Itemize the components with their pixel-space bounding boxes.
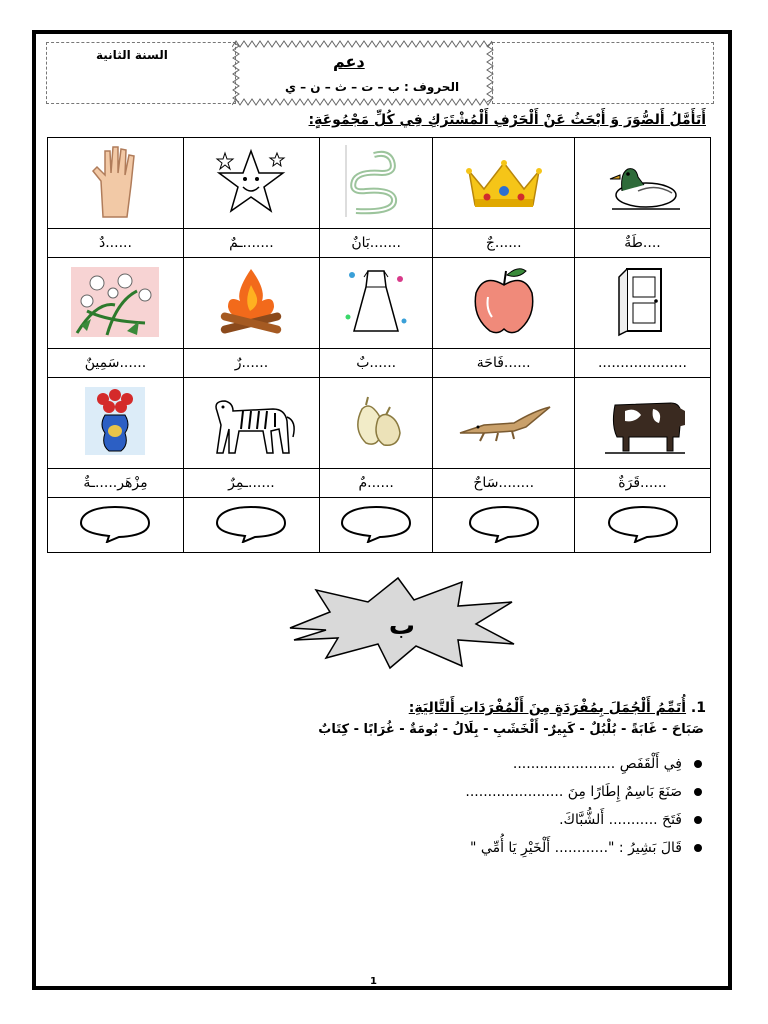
word-cell: ......فَاحَة [433, 349, 575, 378]
door-icon [603, 261, 683, 341]
answer-cell[interactable] [48, 498, 184, 553]
answer-cell[interactable] [183, 498, 319, 553]
header-empty-box [492, 42, 714, 104]
picture-cell [183, 378, 319, 469]
header-zigzag-top [232, 40, 494, 48]
word-cell: ......رٌ [183, 349, 319, 378]
word-cell: ......ـمِرٌ [183, 469, 319, 498]
cow-icon [595, 381, 691, 461]
picture-cell [319, 138, 433, 229]
answer-cell[interactable] [319, 498, 433, 553]
word-cell: ......قَرَةٌ [575, 469, 711, 498]
word-cell: مِزْهَر.....ـةٌ [48, 469, 184, 498]
header-zigzag-left [232, 42, 240, 104]
duck-icon [598, 141, 688, 221]
sentence-list [465, 750, 704, 862]
picture-grid [47, 137, 711, 553]
hand-icon [75, 141, 155, 221]
picture-cell [48, 258, 184, 349]
exercise-a-instruction: أَتَأَمَّلُ أَلصُّوَرَ وَ أَبْحَثُ عَنْ أَلْحَرْفِ أَلْمُشْتَرَكِ فِي كُلِّ مَجْمُوعَةٍ: [308, 112, 706, 128]
letters-label: الحروف : ب – ت – ث – ن – ي [284, 80, 460, 94]
garlic-icon [336, 381, 416, 461]
speech-bubble-icon [605, 503, 681, 543]
snake-icon [336, 141, 416, 221]
picture-cell [575, 258, 711, 349]
tiger-icon [203, 381, 299, 461]
word-cell: .......بَانٌ [319, 229, 433, 258]
page-number: 1 [370, 976, 377, 987]
exercise-b-instruction: أُتَمِّمُ أَلْجُمَلَ بِمُفْرَدَةٍ مِنَ أَلْمُفْرَدَاتِ أَلتَّالِيَةِ: [408, 700, 687, 716]
word-cell: ......بٌ [319, 349, 433, 378]
subject-title: دعم [333, 52, 365, 71]
word-cell: ......سَمِينٌ [48, 349, 184, 378]
header-zigzag-bottom [232, 98, 494, 106]
sentence-item: قَالَ بَشِيرُ : "............ أَلْخَيْرِ يَا أُمِّي " [465, 834, 704, 862]
apple-icon [464, 261, 544, 341]
crocodile-icon [454, 381, 554, 461]
picture-cell [433, 138, 575, 229]
picture-cell [183, 258, 319, 349]
exercise-b-number: 1. [690, 700, 706, 716]
star-icon [211, 141, 291, 221]
sentence-item: فَتَحَ ........... أَلشُّبَّاكَ. [465, 806, 704, 834]
exercise-b-title [409, 700, 706, 716]
picture-cell [319, 378, 433, 469]
sentence-item: فِي أَلْقَفَصِ ....................... [465, 750, 704, 778]
picture-cell [48, 138, 184, 229]
fire-icon [206, 261, 296, 341]
word-cell: ......مٌ [319, 469, 433, 498]
dress-icon [336, 261, 416, 341]
answer-cell[interactable] [575, 498, 711, 553]
header-zigzag-right [486, 42, 494, 104]
word-cell: ....طَةٌ [575, 229, 711, 258]
badge-letter: ب [388, 611, 416, 641]
picture-cell [575, 138, 711, 229]
word-cell: ......دٌ [48, 229, 184, 258]
picture-cell [319, 258, 433, 349]
speech-bubble-icon [338, 503, 414, 543]
picture-cell [183, 138, 319, 229]
vase-icon [75, 381, 155, 461]
picture-cell [433, 258, 575, 349]
speech-bubble-icon [77, 503, 153, 543]
picture-cell [433, 378, 575, 469]
sentence-item: صَنَعَ بَاسِمٌ إِطَارًا مِنَ ...................... [465, 778, 704, 806]
word-cell: .......ـمٌ [183, 229, 319, 258]
word-cell: ........سَاحٌ [433, 469, 575, 498]
letter-badge [286, 574, 518, 670]
vocabulary-list: صَبَاحَ - غَابَةً - بُلْبُلٌ - كَبِيرٌ- أَلْخَشَبِ - بِلَالُ - بُومَةٌ - غُرَابًا - كِتَابٌ [318, 722, 704, 737]
speech-bubble-icon [466, 503, 542, 543]
picture-cell [48, 378, 184, 469]
grade-label: السنة الثانية [96, 48, 168, 62]
picture-cell [575, 378, 711, 469]
speech-bubble-icon [213, 503, 289, 543]
crown-icon [459, 141, 549, 221]
word-cell: .................... [575, 349, 711, 378]
word-cell: ......جٌ [433, 229, 575, 258]
answer-cell[interactable] [433, 498, 575, 553]
jasmine-icon [67, 261, 163, 341]
